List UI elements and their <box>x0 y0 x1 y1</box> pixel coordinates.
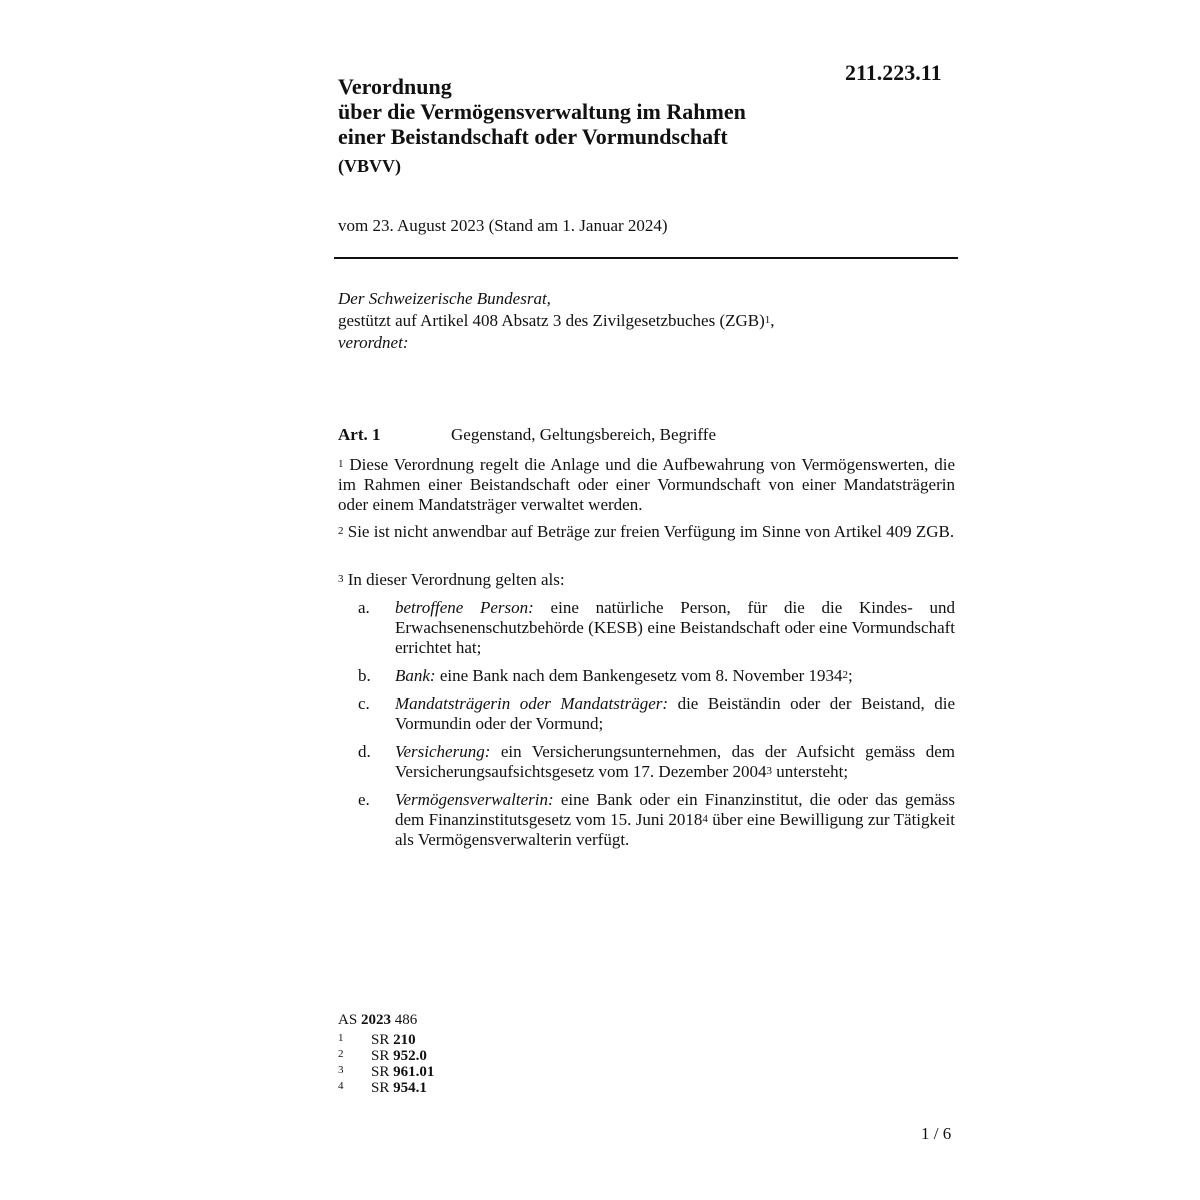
footnote-row <box>338 1064 434 1080</box>
sr-number: 211.223.11 <box>845 60 942 85</box>
footnote-prefix: SR <box>371 1048 390 1064</box>
paragraph-3 <box>338 570 955 590</box>
preamble-basis-text: gestützt auf Artikel 408 Absatz 3 des Zivilgesetzbuches (ZGB) <box>338 311 765 330</box>
footnote-ref[interactable]: 2 <box>842 669 849 681</box>
article-heading <box>338 425 958 445</box>
list-item-text: die Beiständin oder der Beistand, die Vormundin oder der Vormund; <box>395 694 956 733</box>
list-item-end: ; <box>848 666 853 685</box>
footnote-ref[interactable]: 1 <box>764 314 771 326</box>
list-item <box>338 598 955 658</box>
footnote-ref-number: 961.01 <box>393 1064 435 1080</box>
list-item <box>338 666 955 686</box>
footnote-ref[interactable]: 3 <box>766 765 773 777</box>
title-line-2: über die Vermögensverwaltung im Rahmen <box>338 99 746 124</box>
list-item-term: Mandatsträgerin oder Mandatsträger: <box>395 694 669 713</box>
list-item-term: Vermögensverwalterin: <box>395 790 554 809</box>
list-item-label: b. <box>358 666 371 685</box>
list-item-term: Versicherung: <box>395 742 491 761</box>
list-item-text: eine natürliche Person, für die die Kindes- und Erwachsenenschutzbehörde (KESB) eine Beistandschaft oder eine Vormundschaft errichtet hat; <box>395 598 955 657</box>
list-item-label: d. <box>358 742 371 761</box>
list-item-term: betroffene Person: <box>395 598 534 617</box>
paragraph-text: Diese Verordnung regelt die Anlage und die Aufbewahrung von Vermögenswerten, die im Rahmen einer Beistandschaft oder einer Vormundschaft von einer Mandatsträgerin oder einem Mandatsträger verwaltet werden. <box>338 455 955 514</box>
footnote-prefix: SR <box>371 1064 390 1080</box>
footnote-ref[interactable]: 4 <box>702 813 708 825</box>
list-item <box>338 694 955 734</box>
paragraph-2 <box>338 522 955 542</box>
list-item-label: e. <box>358 790 370 809</box>
footnote-ref-number: 952.0 <box>393 1048 427 1064</box>
preamble-basis-end: , <box>770 311 775 330</box>
as-reference <box>338 1012 434 1029</box>
footnote-index: 1 <box>338 1032 344 1044</box>
as-prefix: AS <box>338 1012 358 1028</box>
paragraph-1 <box>338 455 955 515</box>
footnote-index: 3 <box>338 1064 344 1076</box>
list-item-text: ein Versicherungsunternehmen, das der Aufsicht gemäss dem Versicherungsaufsichtsgesetz vom 17. Dezember 2004 <box>395 742 955 781</box>
list-item-end: über eine Bewilligung zur Tätigkeit als Vermögensverwalterin verfügt. <box>395 810 956 849</box>
paragraph-number: 3 <box>338 573 344 585</box>
article-number: Art. 1 <box>338 425 381 444</box>
footnote-prefix: SR <box>371 1080 390 1096</box>
divider <box>334 257 958 259</box>
paragraph-text: In dieser Verordnung gelten als: <box>347 570 565 589</box>
page-number: 1 / 6 <box>921 1124 952 1143</box>
list-item-label: a. <box>358 598 370 617</box>
paragraph-number: 2 <box>338 525 344 537</box>
preamble-decree: verordnet: <box>338 333 409 352</box>
title-line-1: Verordnung <box>338 74 452 99</box>
list-item-label: c. <box>358 694 370 713</box>
footnote-index: 2 <box>338 1048 344 1060</box>
as-year: 2023 <box>360 1012 391 1028</box>
title-block <box>338 74 746 177</box>
article-title: Gegenstand, Geltungsbereich, Begriffe <box>451 425 716 444</box>
footnote-row <box>338 1080 434 1096</box>
as-page: 486 <box>394 1012 418 1028</box>
paragraph-number: 1 <box>338 458 344 470</box>
footnote-index: 4 <box>338 1080 344 1092</box>
list-item-end: untersteht; <box>772 762 849 781</box>
list-item <box>338 742 955 782</box>
date-line: vom 23. August 2023 (Stand am 1. Januar 2024) <box>338 216 668 235</box>
title-abbreviation: (VBVV) <box>338 156 401 176</box>
list-item-term: Bank: <box>395 666 436 685</box>
footnote-prefix: SR <box>371 1032 390 1048</box>
footnote-ref-number: 954.1 <box>393 1080 427 1096</box>
list-item <box>338 790 955 850</box>
footnote-row <box>338 1048 434 1064</box>
preamble-basis <box>338 310 958 332</box>
definitions-list <box>338 598 955 858</box>
preamble <box>338 288 958 354</box>
footnotes <box>338 1012 434 1096</box>
footnote-ref-number: 210 <box>393 1032 416 1048</box>
list-item-text: eine Bank oder ein Finanzinstitut, die oder das gemäss dem Finanzinstitutsgesetz vom 15. Juni 2018 <box>395 790 956 829</box>
paragraph-text: Sie ist nicht anwendbar auf Beträge zur freien Verfügung im Sinne von Artikel 409 ZGB. <box>347 522 955 541</box>
list-item-text: eine Bank nach dem Bankengesetz vom 8. November 1934 <box>439 666 843 685</box>
preamble-authority: Der Schweizerische Bundesrat, <box>338 289 551 308</box>
footnote-row <box>338 1032 434 1048</box>
title-line-3: einer Beistandschaft oder Vormundschaft <box>338 124 728 149</box>
